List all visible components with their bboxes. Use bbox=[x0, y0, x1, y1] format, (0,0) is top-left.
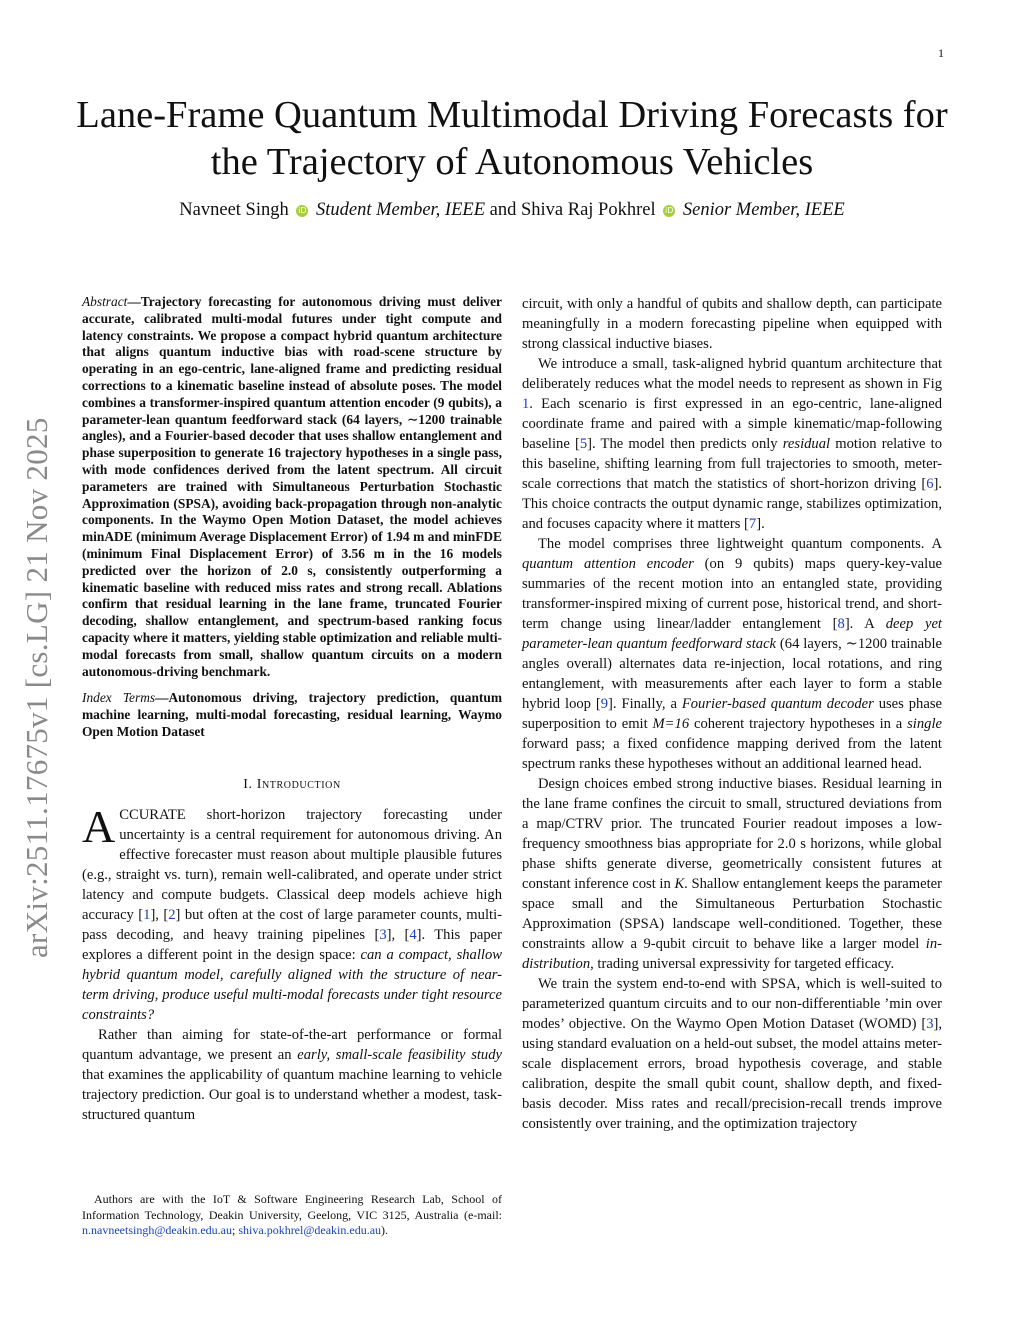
paragraph-text: ]. bbox=[756, 516, 765, 532]
intro-paragraph-4 bbox=[522, 534, 942, 774]
research-question: can a compact, shallow hybrid quantum model, carefully aligned with the structure of near-term driving, produce useful multi-modal forecasts under tight resource constraints? bbox=[82, 946, 502, 1023]
author-1-role: Student Member, IEEE bbox=[315, 200, 485, 220]
intro-paragraph-2-continued: circuit, with only a handful of qubits and shallow depth, can participate meaningfully in a modern forecasting pipeline when equipped with strong classical inductive biases. bbox=[522, 296, 942, 352]
author-1-name: Navneet Singh bbox=[179, 200, 289, 220]
author-2-name: Shiva Raj Pokhrel bbox=[520, 200, 656, 220]
paragraph-text: coherent trajectory hypotheses in a bbox=[689, 716, 908, 732]
author-footnote bbox=[82, 1192, 502, 1239]
citation-link[interactable]: 9 bbox=[600, 696, 609, 712]
author-line bbox=[70, 198, 954, 222]
paragraph-text: (64 layers, ∼1200 trainable angles overall) alternates data re-injection, local rotations, and ring entanglement, with measurements after each layer to form a stable hybrid loop [ bbox=[522, 636, 942, 712]
footnote-text: Authors are with the IoT & Software Engineering Research Lab, School of Information Technology, Deakin University, Geelong, VIC 3125, Australia (e-mail: bbox=[82, 1192, 502, 1222]
page-number: 1 bbox=[938, 46, 944, 60]
paragraph-text: , trading universal expressivity for targeted efficacy. bbox=[590, 956, 895, 972]
paragraph-text: The model comprises three lightweight quantum components. A bbox=[538, 536, 942, 552]
paragraph-text: ] but often at the cost of large parameter counts, multi-pass decoding, and heavy training pipelines [ bbox=[82, 906, 502, 943]
abstract-text: —Trajectory forecasting for autonomous driving must deliver accurate, calibrated multi-modal futures under tight compute and latency constraints. We propose a compact hybrid quantum architecture that aligns quantum inductive bias with road-scene structure by operating in an ego-centric, lane-aligned frame and predicting residual corrections to a kinematic baseline instead of absolute poses. The model combines a transformer-inspired quantum attention encoder (9 qubits), a parameter-lean quantum feedforward stack (64 layers, ∼1200 trainable angles), and a Fourier-based decoder that uses shallow entanglement and phase superposition to generate 16 trajectory hypotheses in a single pass, with mode confidences derived from the latent spectrum. All circuit parameters are trained with Simultaneous Perturbation Stochastic Approximation (SPSA), avoiding back-propagation through non-analytic components. In the Waymo Open Motion Dataset, the model achieves minADE (minimum Average Displacement Error) of 1.94 m and minFDE (minimum Final Displacement Error) of 3.56 m in the 16 models predicted over the horizon of 2.0 s, consistently outperforming a kinematic baseline with reduced miss rates and strong recall. Ablations confirm that residual learning in the lane frame, truncated Fourier decoding, shallow entanglement, and spectrum-based ranking focus capacity where it matters, yielding stable optimization and reliable multi-modal forecasts from small, shallow quantum circuits on a modern autonomous-driving benchmark. bbox=[82, 294, 502, 679]
citation-link[interactable]: 5 bbox=[579, 436, 588, 452]
paragraph-text: motion relative to this baseline, shifting learning from full trajectories to smooth, meter-scale corrections that match the statistics of short-horizon driving [ bbox=[522, 436, 943, 492]
citation-link[interactable]: 3 bbox=[379, 926, 387, 943]
intro-paragraph-1 bbox=[82, 800, 502, 1025]
intro-paragraph-5 bbox=[522, 774, 942, 974]
right-column bbox=[522, 294, 942, 1134]
intro-paragraph-6 bbox=[522, 974, 942, 1134]
paragraph-text: ]. This choice contracts the output dynamic range, stabilizes optimization, and focuses capacity where it matters [ bbox=[522, 476, 942, 532]
paragraph-text: Design choices embed strong inductive biases. Residual learning in the lane frame confines the circuit to small, structured deviations from a map/CTRV prior. The truncated Fourier readout imposes a low-frequency smoothness bias appropriate for 2.0 s horizons, while global phase shifts generate diverse, geometrically consistent futures at constant inference cost in bbox=[522, 776, 942, 892]
citation-link[interactable]: 6 bbox=[926, 476, 934, 492]
author-conjunction: and bbox=[489, 200, 517, 220]
emphasis-text: Fourier-based quantum decoder bbox=[681, 696, 874, 712]
figure-link[interactable]: 1 bbox=[522, 396, 530, 412]
paragraph-text: . Each scenario is first expressed in an ego-centric, lane-aligned coordinate frame and paired with a simple kinematic/map-following baseline [ bbox=[522, 396, 942, 452]
paragraph-text: CCURATE short-horizon trajectory forecasting under uncertainty is a central requirement for autonomous driving. An effective forecaster must reason about multiple plausible futures (e.g., straight vs. turn), remain well-calibrated, and operate under strict latency and compute budgets. Classical deep models achieve high accuracy [ bbox=[82, 806, 502, 923]
section-numeral: I. bbox=[243, 776, 253, 792]
intro-paragraph-3 bbox=[522, 354, 942, 534]
emphasis-text: early, small-scale feasibility study bbox=[297, 1046, 502, 1063]
footnote-text: ; bbox=[232, 1223, 239, 1237]
abstract-label: Abstract bbox=[82, 294, 128, 309]
paragraph-text: ]. Finally, a bbox=[608, 696, 682, 712]
paragraph-text: ]. This paper explores a different point in the design space: bbox=[82, 926, 502, 963]
paragraph-text: forward pass; a fixed confidence mapping derived from the latent spectrum ranks these hypotheses without an additional learned head. bbox=[522, 736, 942, 772]
emphasis-text: residual bbox=[782, 436, 831, 452]
math-text: K bbox=[674, 876, 685, 892]
footnote-text: ). bbox=[381, 1223, 389, 1237]
citation-link[interactable]: 2 bbox=[168, 906, 176, 923]
paragraph-text: ]. The model then predicts only bbox=[587, 436, 783, 452]
paragraph-text: uses phase superposition to emit bbox=[522, 696, 942, 732]
left-column bbox=[82, 294, 502, 1125]
emphasis-text: deep yet parameter-lean quantum feedforward stack bbox=[522, 616, 942, 652]
citation-link[interactable]: 4 bbox=[409, 926, 417, 943]
index-terms-text: —Autonomous driving, trajectory prediction, quantum machine learning, multi-modal forecasting, residual learning, Waymo Open Motion Dataset bbox=[82, 690, 502, 739]
abstract bbox=[82, 294, 502, 680]
section-title: Introduction bbox=[256, 776, 341, 792]
math-text: M=16 bbox=[652, 716, 690, 732]
emphasis-text: quantum attention encoder bbox=[522, 556, 694, 572]
paragraph-text: ], using standard evaluation on a held-out subset, the model attains meter-scale displacement errors, broad hypothesis coverage, and stable calibration, despite the small qubit count, shallow depth, and fixed-basis decoder. Miss rates and recall/precision-recall trends improve consistently over training, and the optimization trajectory bbox=[522, 1016, 942, 1132]
paragraph-text: Rather than aiming for state-of-the-art performance or formal quantum advantage, we present an bbox=[82, 1026, 502, 1063]
paragraph-text: . Shallow entanglement keeps the parameter space small and the Simultaneous Perturbation Stochastic Approximation (SPSA) landscape well-conditioned. Together, these constraints allow a 9-qubit circuit to behave like a larger model bbox=[522, 876, 942, 952]
citation-link[interactable]: 1 bbox=[143, 906, 151, 923]
paragraph-text: We train the system end-to-end with SPSA, which is well-suited to parameterized quantum circuits and to our non-differentiable ’min over modes’ objective. On the Waymo Open Motion Dataset (WOMD) [ bbox=[522, 976, 942, 1032]
citation-link[interactable]: 3 bbox=[926, 1016, 934, 1032]
orcid-icon[interactable]: iD bbox=[665, 206, 674, 215]
paper-title: Lane-Frame Quantum Multimodal Driving Forecasts for the Trajectory of Autonomous Vehicles bbox=[76, 94, 948, 183]
paragraph-text: We introduce a small, task-aligned hybrid quantum architecture that deliberately reduces what the model needs to represent as shown in Fig bbox=[522, 356, 942, 392]
paragraph-text: ], [ bbox=[150, 906, 169, 923]
citation-link[interactable]: 8 bbox=[837, 616, 845, 632]
intro-paragraph-2 bbox=[82, 1025, 502, 1125]
paragraph-text: (on 9 qubits) maps query-key-value summaries of the recent motion into an entangled state, providing transformer-inspired mixing of current pose, historical trend, and short-term change using linear/ladder entanglement [ bbox=[522, 556, 942, 632]
email-link[interactable]: shiva.pokhrel@deakin.edu.au bbox=[238, 1223, 382, 1237]
emphasis-text: single bbox=[907, 716, 942, 732]
emphasis-text: in-distribution bbox=[522, 936, 942, 972]
paragraph-text: that examines the applicability of quantum machine learning to vehicle trajectory prediction. Our goal is to understand whether a modest, task-structured quantum bbox=[82, 1066, 502, 1123]
index-terms bbox=[82, 690, 502, 740]
drop-cap: A bbox=[82, 800, 116, 852]
arxiv-stamp: arXiv:2511.17675v1 [cs.LG] 21 Nov 2025 bbox=[19, 417, 54, 958]
citation-link[interactable]: 7 bbox=[748, 516, 757, 532]
author-2-role: Senior Member, IEEE bbox=[682, 200, 845, 220]
paragraph-text: ]. A bbox=[844, 616, 886, 632]
index-terms-label: Index Terms bbox=[82, 690, 156, 706]
section-heading-introduction bbox=[82, 775, 502, 795]
orcid-icon[interactable]: iD bbox=[298, 206, 307, 215]
paragraph-text: ], [ bbox=[386, 926, 410, 943]
email-link[interactable]: n.navneetsingh@deakin.edu.au bbox=[82, 1223, 233, 1237]
